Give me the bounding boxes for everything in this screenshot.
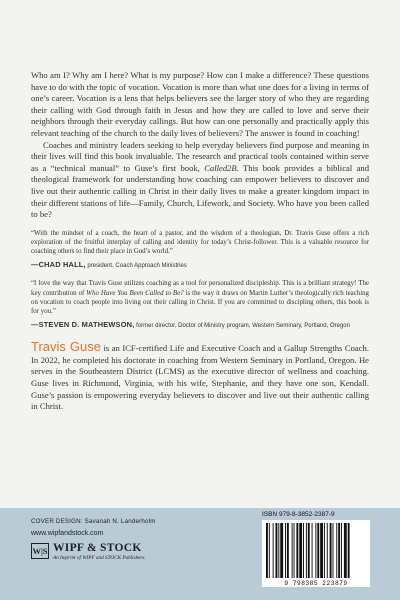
- barcode-bar: [317, 523, 319, 578]
- barcode-bar: [338, 523, 340, 578]
- endorsement-quote-1: “With the mindset of a coach, the heart of a pastor, and the wisdom of a theologian, Dr. Travis Guse offers a rich exploration of the fruitful interplay of calling and identity for today’s Christ-follower. This is a valuable resource for coaching others to find their place in God’s world.”: [31, 229, 369, 256]
- endorsement-2-end: is the way it draws on Martin Luther’s theologically rich teaching on vocation to coach people into living out their calling in Christ. If you are committed to discipling others, this book is for you.”: [31, 289, 370, 315]
- author-name: Travis Guse: [31, 339, 101, 355]
- barcode-bar: [287, 523, 289, 578]
- publisher-logo-icon: W|S: [31, 543, 49, 559]
- barcode-bar: [280, 523, 283, 578]
- author-bio: [31, 341, 369, 413]
- blurb-p2-start: Coaches and ministry leaders seeking to help everyday believers find purpose and meaning in their lives will find this book invaluable. The research and practical tools contained within serve as a “technical manual” to Guse’s first book,: [31, 139, 369, 173]
- barcode-bar: [341, 523, 342, 578]
- barcode-bar: [348, 523, 350, 578]
- barcode-bar: [333, 523, 334, 578]
- endorser-title: former director, Doctor of Ministry program, Western Seminary, Portland, Oregon: [134, 323, 350, 330]
- blurb-paragraph-2: [31, 140, 369, 221]
- barcode-bar: [330, 523, 332, 578]
- back-cover-text: [31, 70, 369, 413]
- barcode-bar: [294, 523, 295, 578]
- endorser-name: —STEVEN D. MATHEWSON,: [31, 320, 135, 330]
- barcode-bar: [308, 523, 310, 578]
- barcode-bars: [262, 520, 370, 580]
- barcode-bar: [327, 523, 328, 578]
- barcode-bar: [324, 523, 325, 578]
- endorsement-attribution-2: [31, 320, 369, 331]
- isbn-label: ISBN 979-8-3852-2387-9: [262, 511, 335, 518]
- cover-design-credit: COVER DESIGN: Savanah N. Landerholm: [31, 518, 156, 525]
- endorser-title: president, Coach Approach Ministries: [85, 263, 187, 270]
- barcode-bar: [266, 523, 268, 578]
- barcode-bar: [273, 523, 274, 578]
- endorser-name: —CHAD HALL,: [31, 260, 86, 270]
- book-title: Who Have You Been Called to Be?: [86, 289, 184, 297]
- first-book-title: Called2B: [204, 162, 237, 173]
- author-bio-text: is an ICF-certified Life and Executive Coach and a Gallup Strengths Coach. In 2022, he completed his doctorate in coaching from Western Seminary in Portland, Oregon. He serves in the Southeastern District (LCMS) as the executive director of wellness and coaching. Guse lives in Richmond, Virginia, with his wife, Stephanie, and they have one son, Kendall. Guse’s passion is empowering everyday believers to discover and live out their authentic calling in Christ.: [31, 343, 369, 412]
- barcode-bar: [303, 523, 304, 578]
- barcode-bar: [315, 523, 316, 578]
- endorsement-2-start: “I love the way that Travis Guse utilizes coaching as a tool for personalized discipleship. This is a brilliant strategy! The key contribution of: [31, 280, 369, 297]
- endorsement-attribution-1: [31, 260, 369, 271]
- barcode-bar: [299, 523, 302, 578]
- barcode-bar: [296, 523, 298, 578]
- endorsement-quote-2: [31, 279, 369, 316]
- blurb-p2-end: . This book provides a biblical and theological framework for understanding how coaching can empower believers to discover and live out their authentic calling in Christ in their daily lives to make a greater kingdom impact in their different stations of life—Family, Church, Lifework, and Society. Who have you been called to be?: [31, 162, 369, 220]
- barcode-bar: [336, 523, 337, 578]
- blurb-paragraph-1: Who am I? Why am I here? What is my purpose? How can I make a difference? These questions have to do with the topic of vocation. Vocation is more than what one does for a living in terms of one’s career. Vocation is a lens that helps believers see the larger story of who they are regarding their calling with God through faith in Jesus and how they are called to love and serve their neighbors through their everyday callings. But how can one personally and practically apply this relevant teaching of the church to the daily lives of believers? The answer is found in coaching!: [31, 70, 369, 138]
- barcode-bar: [344, 523, 347, 578]
- barcode-bar: [285, 523, 286, 578]
- barcode-digits: 9 798385 223879: [262, 580, 370, 587]
- barcode-bar: [269, 523, 270, 578]
- publisher-name: WIPF & STOCK: [53, 542, 142, 554]
- barcode-bar: [320, 523, 323, 578]
- barcode-bar: [312, 523, 313, 578]
- barcode-bar: [306, 523, 307, 578]
- barcode-bar: [278, 523, 279, 578]
- barcode-bar: [276, 523, 278, 578]
- barcode-bar: [292, 523, 293, 578]
- publisher-tagline: An Imprint of WIPF and STOCK Publishers: [53, 555, 145, 561]
- publisher-website: www.wipfandstock.com: [31, 530, 104, 537]
- barcode-icon: [262, 520, 370, 580]
